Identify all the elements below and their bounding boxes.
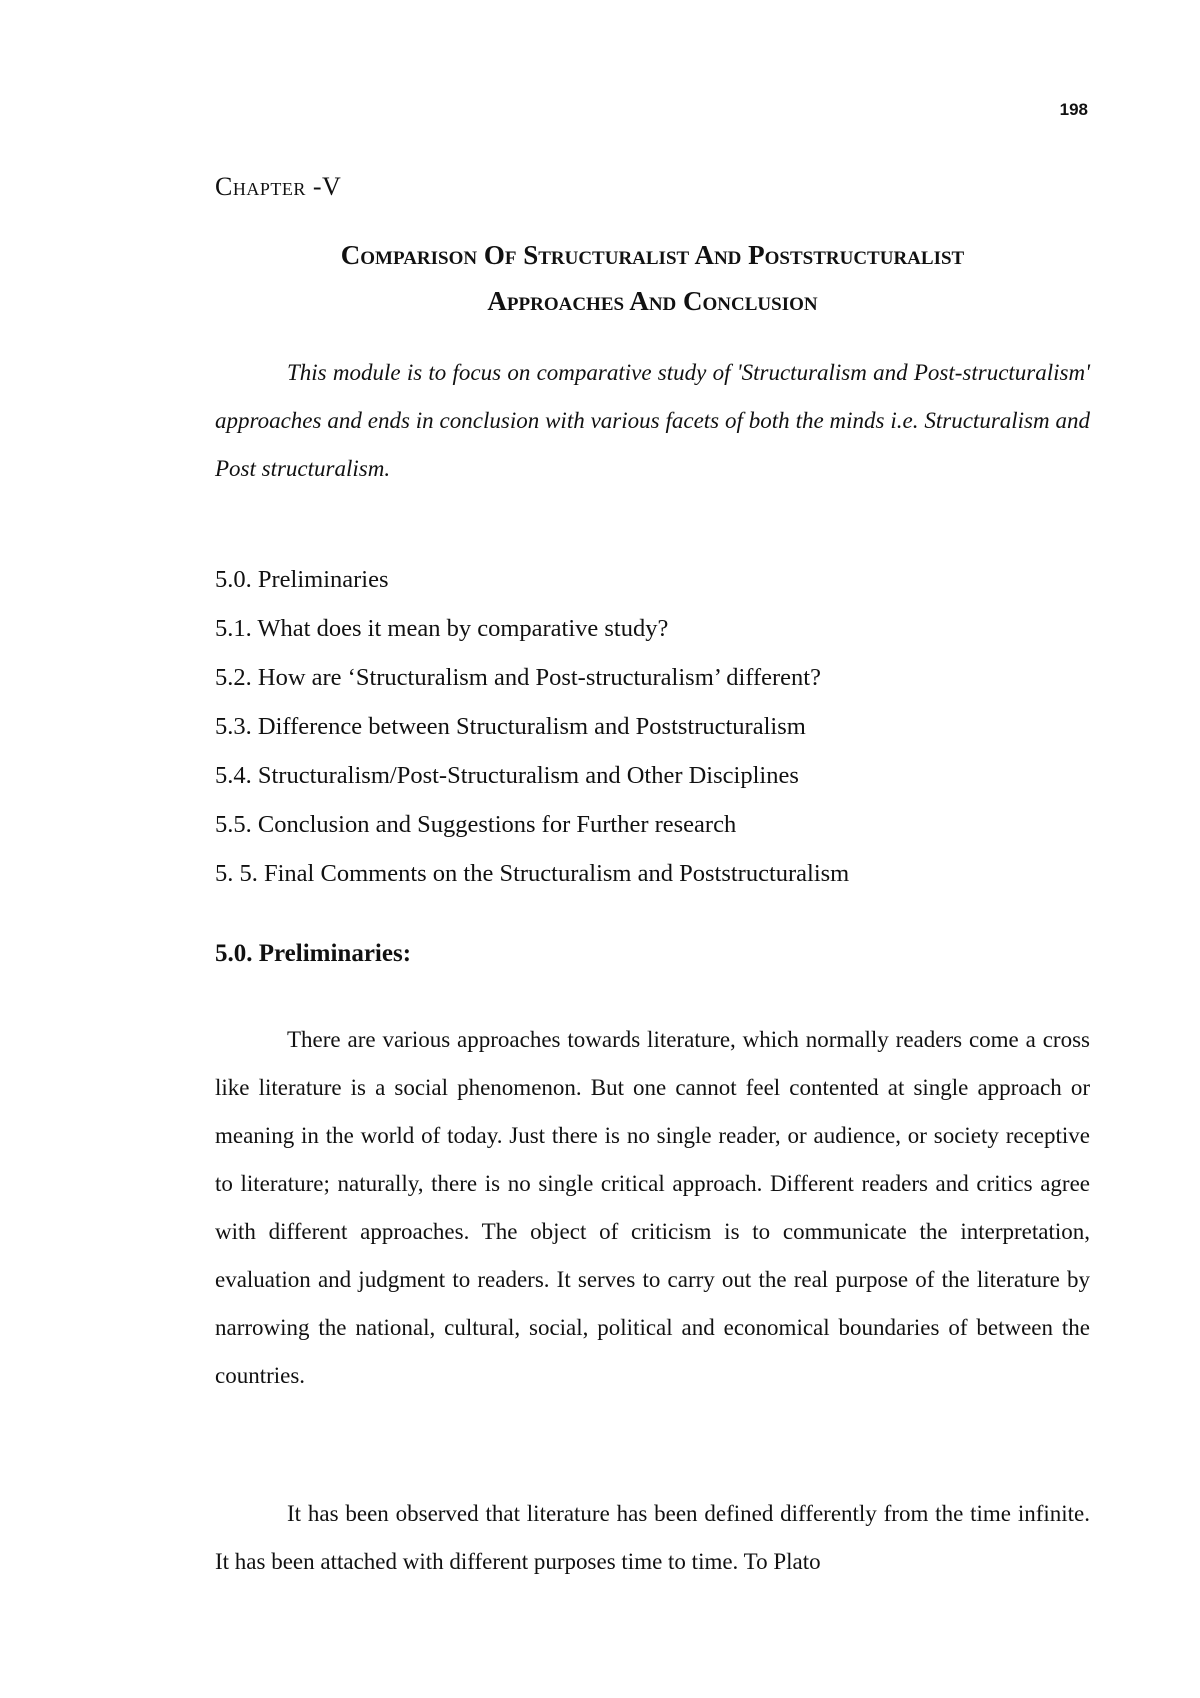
toc-item: 5.2. How are ‘Structuralism and Post-structuralism’ different? bbox=[215, 664, 821, 691]
body-paragraph: There are various approaches towards literature, which normally readers come a cross like literature is a social phenomenon. But one cannot feel contented at single approach or meaning in the world of today. Just there is no single reader, or audience, or society receptive to literature; naturally, there is no single critical approach. Different readers and critics agree with different approaches. The object of criticism is to communicate the interpretation, evaluation and judgment to readers. It serves to carry out the real purpose of the literature by narrowing the national, cultural, social, political and economical boundaries of between the countries. bbox=[215, 1027, 1090, 1388]
chapter-abstract: This module is to focus on comparative study of 'Structuralism and Post-structuralism' approaches and ends in conclusion with various facets of both the minds i.e. Structuralism and Post structuralism. bbox=[215, 360, 1090, 481]
chapter-title bbox=[215, 232, 1090, 324]
toc-item: 5. 5. Final Comments on the Structuralism and Poststructuralism bbox=[215, 860, 850, 887]
toc-item: 5.4. Structuralism/Post-Structuralism and Other Disciplines bbox=[215, 762, 799, 789]
body-paragraph: It has been observed that literature has been defined differently from the time infinite. It has been attached with different purposes time to time. To Plato bbox=[215, 1501, 1090, 1574]
page-number: 198 bbox=[1059, 100, 1088, 119]
chapter-title-line-1: Comparison Of Structuralist And Poststructuralist bbox=[340, 240, 965, 270]
toc-item: 5.1. What does it mean by comparative study? bbox=[215, 615, 669, 642]
toc-item: 5.3. Difference between Structuralism and Poststructuralism bbox=[215, 713, 806, 740]
toc-item: 5.5. Conclusion and Suggestions for Further research bbox=[215, 811, 737, 838]
chapter-title-line-2: Approaches And Conclusion bbox=[487, 286, 818, 316]
toc-item: 5.0. Preliminaries bbox=[215, 566, 389, 593]
table-of-contents bbox=[215, 555, 1090, 898]
section-heading: 5.0. Preliminaries: bbox=[215, 940, 412, 967]
chapter-label: Chapter -V bbox=[215, 172, 342, 201]
